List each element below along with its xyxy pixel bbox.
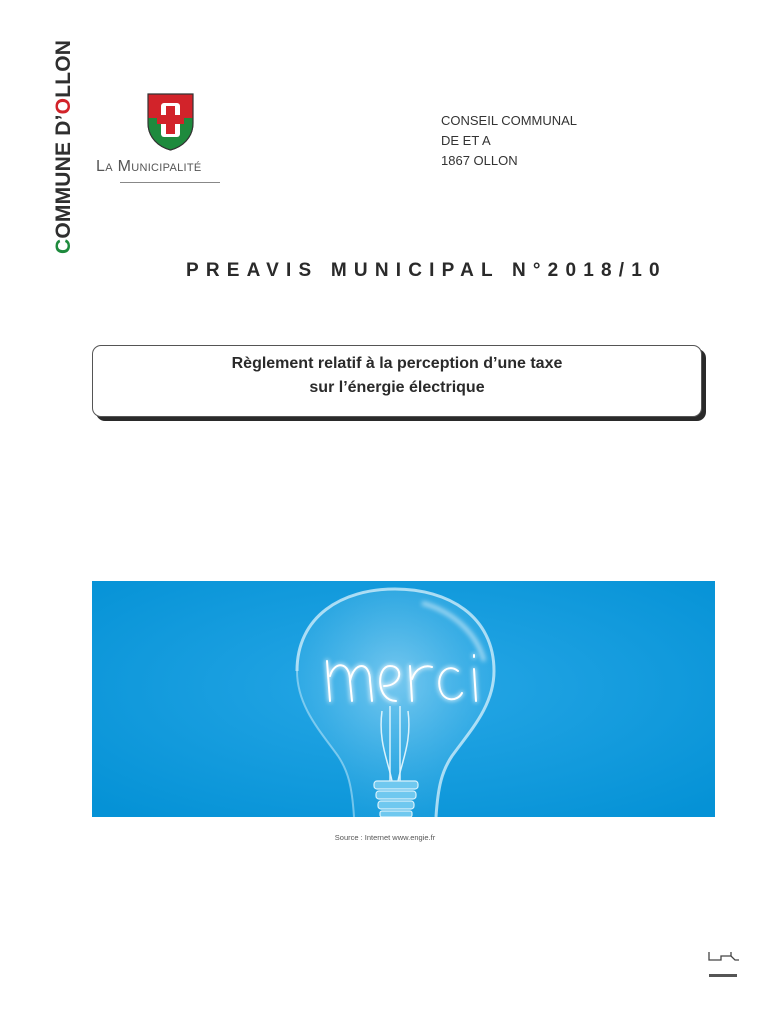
corner-mark-icon <box>707 948 741 980</box>
title-part-llon: LLON <box>52 39 75 98</box>
subject-line-2: sur l’énergie électrique <box>309 379 485 396</box>
municipalite-label: La Municipalité <box>96 158 202 175</box>
commune-vertical-title <box>50 39 78 254</box>
merci-lightbulb-image <box>92 581 715 817</box>
address-line: DE ET A <box>441 133 491 148</box>
preavis-title: PREAVIS MUNICIPAL N°2018/10 <box>186 260 667 281</box>
coat-of-arms-icon <box>147 93 194 151</box>
subject-box <box>92 345 702 417</box>
address-block <box>441 111 577 171</box>
title-letter-c: C <box>52 238 75 254</box>
image-source-caption: Source : Internet www.engie.fr <box>334 833 436 842</box>
title-part-ommune: OMMUNE D’ <box>52 114 75 239</box>
subject-line-1: Règlement relatif à la perception d’une taxe <box>231 355 563 372</box>
address-line: 1867 OLLON <box>441 153 518 168</box>
subject-title <box>93 352 701 400</box>
title-letter-o: O <box>52 97 75 115</box>
municipalite-underline <box>120 182 220 183</box>
address-line: CONSEIL COMMUNAL <box>441 113 578 128</box>
